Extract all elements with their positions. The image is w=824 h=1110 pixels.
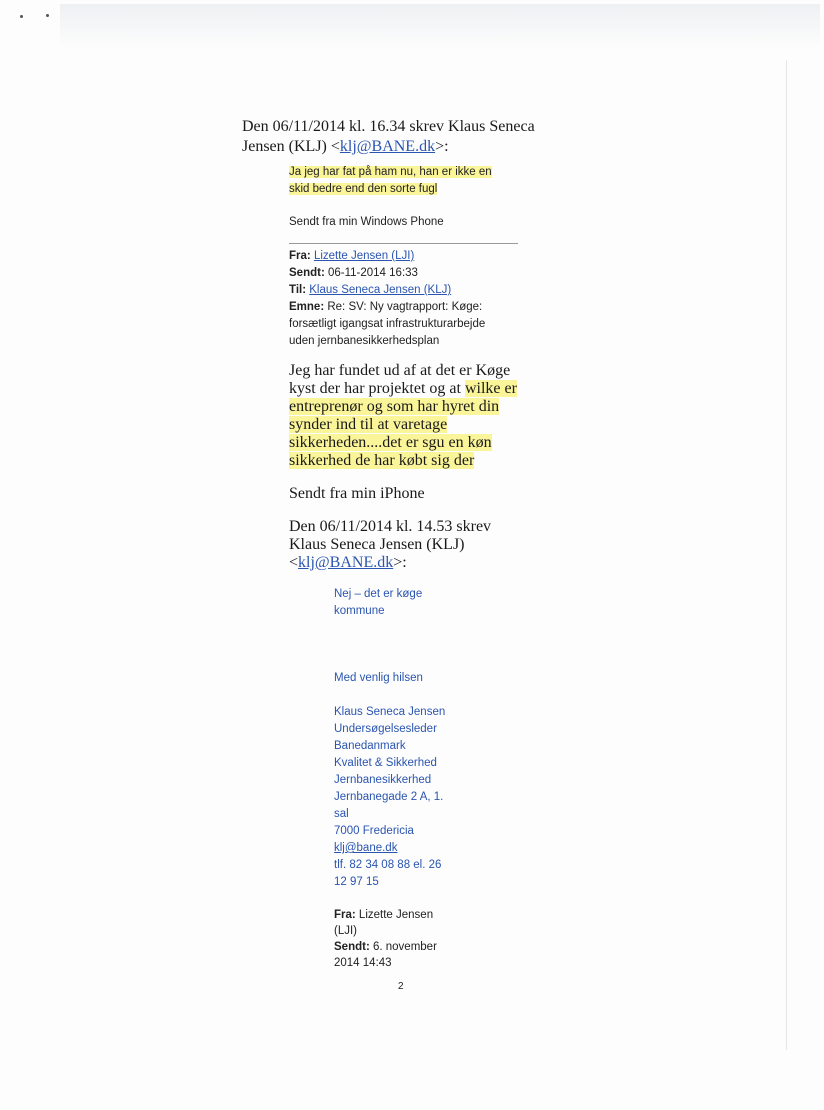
email-link[interactable]: klj@BANE.dk (298, 554, 394, 571)
header-line-2: Jensen (KLJ) <klj@BANE.dk>: (242, 138, 449, 155)
sent-from-iphone: Sendt fra min iPhone (289, 485, 425, 502)
scan-edge (786, 60, 787, 1050)
from-link[interactable]: Lizette Jensen (LJI) (313, 250, 415, 262)
sent-from-windows-phone: Sendt fra min Windows Phone (289, 216, 444, 228)
scan-speck (20, 15, 23, 18)
message-meta: Fra: Lizette Jensen (LJI) Sendt: 06-11-2014 16:33 Til: Klaus Seneca Jensen (KLJ) Emne: Re: SV: Ny vagtrapport: Køge: forsætligt igangsat infrastrukturarbejde uden jernbanesikkerhedsplan (289, 250, 486, 347)
reply-1 (289, 164, 492, 198)
email-header-2: Den 06/11/2014 kl. 14.53 skrev Klaus Seneca Jensen (KLJ) <klj@BANE.dk>: (289, 518, 492, 571)
reply-3: Nej – det er køge kommune (334, 588, 423, 617)
page-number: 2 (398, 981, 404, 992)
to-link[interactable]: Klaus Seneca Jensen (KLJ) (309, 284, 452, 296)
greeting: Med venlig hilsen (334, 672, 423, 684)
signature-email-link[interactable]: klj@bane.dk (334, 842, 398, 854)
email-header-1 (242, 117, 535, 157)
message-meta-2: Fra: Lizette Jensen (LJI) Sendt: 6. november 2014 14:43 (334, 909, 437, 969)
scan-speck (46, 14, 49, 17)
email-link[interactable]: klj@BANE.dk (339, 138, 436, 155)
message-body-2: Jeg har fundet ud af at det er Køge kyst der har projektet og at wilke er entreprenør og som har hyret din synder ind til at varetage sikkerheden....det er sgu en køn sikkerhed de har købt sig der (289, 362, 517, 469)
divider (289, 243, 518, 244)
signature: Klaus Seneca Jensen Undersøgelsesleder Banedanmark Kvalitet & Sikkerhed Jernbanesikkerhed Jernbanegade 2 A, 1. sal 7000 Fredericia klj@bane.dk tlf. 82 34 08 88 el. 26 12 97 15 (334, 706, 446, 888)
header-line-1: Den 06/11/2014 kl. 16.34 skrev Klaus Seneca (242, 118, 535, 135)
highlighted-text: skid bedre end den sorte fugl (289, 183, 438, 195)
scan-shading (60, 4, 820, 48)
highlighted-text: Ja jeg har fat på ham nu, han er ikke en (289, 166, 492, 178)
